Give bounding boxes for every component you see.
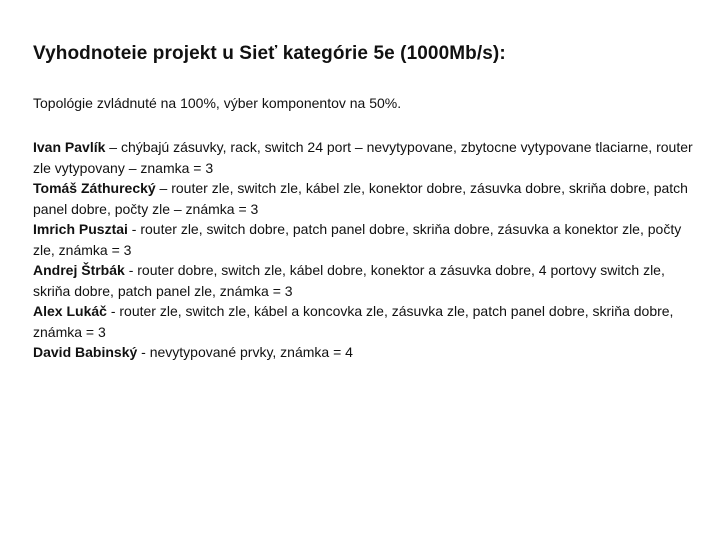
student-name: Tomáš Záthurecký [33, 180, 156, 196]
student-name: Imrich Pusztai [33, 221, 128, 237]
evaluation-list [33, 137, 693, 363]
evaluation-text: - nevytypované prvky, známka = 4 [137, 344, 353, 360]
evaluation-text: - router dobre, switch zle, kábel dobre, konektor a zásuvka dobre, 4 portovy switch zle, skriňa dobre, patch panel zle, známka = 3 [33, 262, 665, 299]
evaluation-text: - router zle, switch zle, kábel a koncovka zle, zásuvka zle, patch panel dobre, skriňa dobre, známka = 3 [33, 303, 674, 340]
student-name: Alex Lukáč [33, 303, 107, 319]
summary-line: Topológie zvládnuté na 100%, výber komponentov na 50%. [33, 95, 402, 111]
page-title: Vyhodnoteie projekt u Sieť kategórie 5e (1000Mb/s): [33, 43, 506, 64]
evaluation-entry [33, 137, 693, 178]
evaluation-entry [33, 342, 693, 363]
student-name: Ivan Pavlík [33, 139, 106, 155]
evaluation-entry [33, 301, 693, 342]
evaluation-entry [33, 178, 693, 219]
evaluation-entry [33, 219, 693, 260]
evaluation-text: - router zle, switch dobre, patch panel dobre, skriňa dobre, zásuvka a konektor zle, počty zle, známka = 3 [33, 221, 682, 258]
evaluation-text: – chýbajú zásuvky, rack, switch 24 port – nevytypovane, zbytocne vytypovane tlaciarne, router zle vytypovany – znamka = 3 [33, 139, 693, 176]
student-name: David Babinský [33, 344, 138, 360]
student-name: Andrej Štrbák [33, 262, 125, 278]
evaluation-entry [33, 260, 693, 301]
evaluation-text: – router zle, switch zle, kábel zle, konektor dobre, zásuvka dobre, skriňa dobre, patch panel dobre, počty zle – známka = 3 [33, 180, 688, 217]
